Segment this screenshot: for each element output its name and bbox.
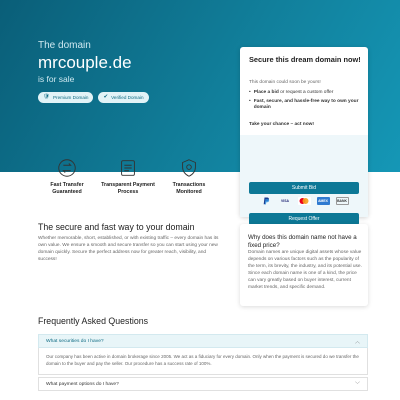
faq-question-text: What payment options do I have? — [46, 381, 119, 387]
sale-status: is for sale — [38, 74, 75, 84]
faq-answer: Our company has been active in domain brokerage since 2005. We act as a fiduciary for every domain. Only when the payment is secured do we transfer the domain to the buyer and pay the seller. Our procedure has a success rate of 100%. — [38, 348, 368, 375]
hero-label: The domain — [38, 40, 91, 51]
feature-transparent-payment — [99, 157, 157, 207]
badge-row — [38, 92, 149, 103]
faq-question-securities[interactable] — [38, 334, 368, 348]
bullet-rest: or request a custom offer — [278, 90, 334, 95]
shield-icon: 🛡 — [43, 93, 50, 100]
card-title: Secure this dream domain now! — [249, 55, 361, 64]
bullet-strong: Fast, secure, and hassle-free way to own your domain — [253, 98, 359, 111]
why-title: Why does this domain name not have a fixed price? — [248, 234, 357, 250]
card-bullets — [249, 90, 363, 114]
premium-badge — [38, 92, 93, 103]
paypal-icon — [260, 197, 273, 205]
check-circle-icon: ✔ — [103, 93, 109, 100]
chevron-down-icon: ﹀ — [354, 381, 360, 388]
section-text: Whether memorable, short, established, or with existing traffic – every domain has its own value. We ensure a smooth and secure transfer so you can start using your new domain quickly. Secure the perfect address now for greater reach, visibility, and success! — [38, 236, 219, 262]
payment-icons — [240, 192, 368, 210]
submit-bid-button[interactable]: Submit Bid — [249, 182, 359, 194]
feature-transactions-monitored — [160, 157, 218, 207]
amex-icon: AMEX — [318, 199, 328, 203]
faq-title: Frequently Asked Questions — [38, 316, 149, 326]
faq-question-payment[interactable] — [38, 377, 368, 391]
shield-monitor-icon — [178, 157, 200, 179]
features-row — [38, 157, 218, 207]
faq-question-text: What securities do I have? — [46, 338, 104, 344]
card-call-to-action: Take your chance – act now! — [249, 122, 314, 127]
payment-process-icon — [117, 157, 139, 179]
feature-label: Fast Transfer Guaranteed — [50, 182, 84, 196]
list-item: • Fast, secure, and hassle-free way to own your domain — [249, 98, 359, 111]
bullet-strong: Place a bid — [253, 90, 279, 95]
bank-transfer-icon: BANK — [337, 199, 347, 203]
request-offer-button[interactable]: Request Offer — [249, 213, 359, 225]
premium-badge-label: Premium Domain — [52, 95, 89, 100]
mastercard-icon — [298, 197, 311, 205]
visa-icon: VISA — [281, 199, 289, 203]
domain-name: mrcouple.de — [38, 53, 132, 72]
verified-badge — [98, 92, 148, 103]
section-title: The secure and fast way to your domain — [38, 222, 195, 232]
feature-label: Transparent Payment Process — [101, 182, 155, 196]
list-item: • Place a bid or request a custom offer — [249, 90, 334, 95]
feature-fast-transfer — [38, 157, 96, 207]
verified-badge-label: Verified Domain — [111, 95, 144, 100]
chevron-up-icon: ︿ — [354, 338, 360, 345]
why-card — [240, 224, 368, 306]
why-text: Domain names are unique digital assets whose value depends on various factors such as the popularity of the term, its brevity, the industry, and its potential use. Since each domain name is one of a kind, the price can vary greatly based on buyer interest, current market trends, and specific demand. — [248, 250, 362, 290]
transfer-icon — [56, 157, 78, 179]
feature-label: Transactions Monitored — [172, 182, 206, 196]
card-subtitle: This domain could soon be yours! — [249, 80, 321, 85]
